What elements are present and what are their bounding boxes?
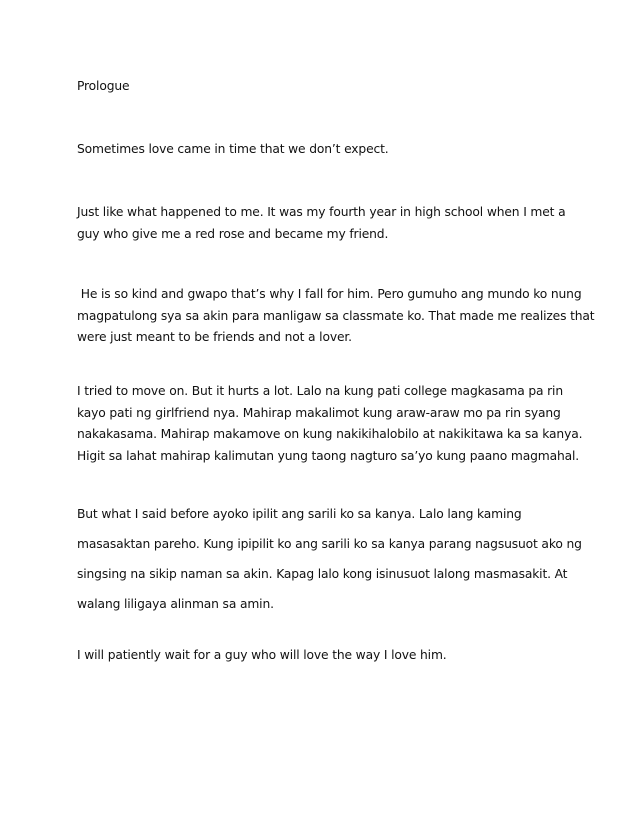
chapter-title: Prologue (77, 79, 130, 93)
text-line: Just like what happened to me. It was my fourth year in high school when I met a (77, 205, 566, 219)
text-line: guy who give me a red rose and became my friend. (77, 227, 389, 241)
text-line: magpatulong sya sa akin para manligaw sa classmate ko. That made me realizes that (77, 308, 595, 323)
paragraph-3 (77, 284, 595, 349)
text-line: singsing na sikip naman sa akin. Kapag lalo kong isinusuot lalong masmasakit. At (77, 567, 568, 581)
text-line: But what I said before ayoko ipilit ang sarili ko sa kanya. Lalo lang kaming (77, 507, 522, 521)
text-line: I tried to move on. But it hurts a lot. Lalo na kung pati college magkasama pa rin (77, 384, 563, 398)
text-line: walang liligaya alinman sa amin. (77, 597, 274, 611)
text-line: Sometimes love came in time that we don’t expect. (77, 142, 389, 156)
text-line: kayo pati ng girlfriend nya. Mahirap makalimot kung araw-araw mo pa rin syang (77, 405, 561, 420)
paragraph-4 (77, 381, 583, 467)
text-line: masasaktan pareho. Kung ipipilit ko ang sarili ko sa kanya parang nagsusuot ako ng (77, 537, 582, 551)
text-line: nakakasama. Mahirap makamove on kung nakikihalobilo at nakikitawa ka sa kanya. (77, 427, 583, 441)
text-line: He is so kind and gwapo that’s why I fall for him. Pero gumuho ang mundo ko nung (77, 287, 582, 301)
paragraph-5 (77, 499, 582, 619)
text-line: I will patiently wait for a guy who will love the way I love him. (77, 648, 447, 662)
paragraph-1 (77, 142, 577, 156)
paragraph-2 (77, 201, 577, 245)
paragraph-6 (77, 648, 577, 662)
text-line: were just meant to be friends and not a lover. (77, 330, 352, 344)
text-line: Higit sa lahat mahirap kalimutan yung taong nagturo sa’yo kung paano magmahal. (77, 448, 580, 463)
